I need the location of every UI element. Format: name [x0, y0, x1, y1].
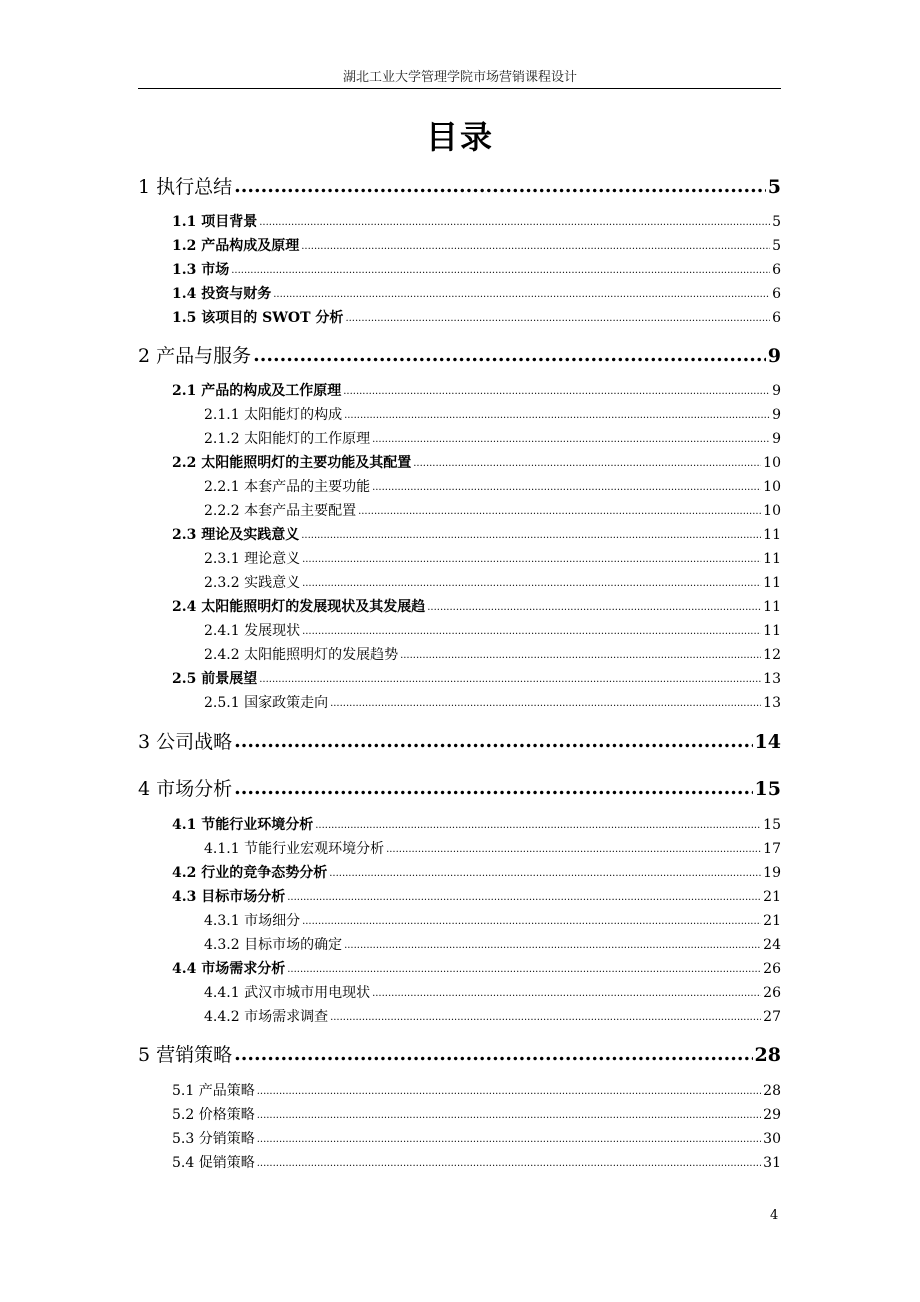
toc-label: 5.3 分销策略: [172, 1131, 255, 1147]
toc-entry-4-3[interactable]: [172, 886, 781, 904]
toc-entry-3[interactable]: [138, 727, 781, 751]
toc-entry-4-4-1[interactable]: [204, 982, 781, 1000]
toc-leader: [315, 820, 761, 831]
toc-page: 21: [763, 913, 781, 929]
toc-leader: [287, 892, 761, 903]
toc-label: 1.5 该项目的 SWOT 分析: [172, 310, 344, 326]
toc-entry-4-4[interactable]: [172, 958, 781, 976]
toc-entry-1-4[interactable]: [172, 283, 781, 301]
toc-entry-2-4-2[interactable]: [204, 644, 781, 662]
toc-page: 11: [763, 527, 781, 543]
toc-entry-2[interactable]: [138, 341, 781, 365]
toc-entry-2-5[interactable]: [172, 668, 781, 686]
toc-page: 6: [772, 262, 781, 278]
toc-page: 11: [763, 551, 781, 567]
toc-label: 2.3.1 理论意义: [204, 551, 301, 567]
toc-page: 14: [754, 731, 781, 753]
toc-entry-2-5-1[interactable]: [204, 692, 781, 710]
toc-leader: [344, 410, 770, 421]
toc-leader: [234, 730, 752, 752]
toc-entry-2-1-1[interactable]: [204, 404, 781, 422]
toc-entry-5-1[interactable]: [172, 1080, 781, 1098]
toc-page: 6: [772, 286, 781, 302]
toc-label: 2.5 前景展望: [172, 671, 258, 687]
toc-label: 2.2 太阳能照明灯的主要功能及其配置: [172, 455, 412, 471]
toc-entry-4-2[interactable]: [172, 862, 781, 880]
toc-leader: [231, 265, 770, 276]
toc-page: 10: [763, 503, 781, 519]
toc-page: 10: [763, 479, 781, 495]
toc-page: 27: [763, 1009, 781, 1025]
toc-leader: [287, 964, 761, 975]
toc-page: 5: [772, 214, 781, 230]
toc-entry-5[interactable]: [138, 1040, 781, 1064]
toc-label: 4.1 节能行业环境分析: [172, 817, 314, 833]
toc-page: 28: [763, 1083, 781, 1099]
toc-leader: [344, 940, 761, 951]
toc-label: 2.3.2 实践意义: [204, 575, 301, 591]
toc-entry-1[interactable]: [138, 172, 781, 196]
toc-label: 2 产品与服务: [138, 345, 252, 367]
toc-page: 9: [772, 407, 781, 423]
toc-leader: [234, 175, 766, 197]
toc-label: 4.2 行业的竞争态势分析: [172, 865, 328, 881]
toc-leader: [358, 506, 761, 517]
toc-leader: [386, 844, 761, 855]
toc-leader: [302, 578, 761, 589]
toc-label: 1 执行总结: [138, 176, 233, 198]
toc-label: 1.2 产品构成及原理: [172, 238, 300, 254]
page-title: 目录: [425, 118, 494, 156]
toc-label: 4.3 目标市场分析: [172, 889, 286, 905]
toc-label: 4.1.1 节能行业宏观环境分析: [204, 841, 385, 857]
toc-entry-2-3-2[interactable]: [204, 572, 781, 590]
toc-label: 2.4 太阳能照明灯的发展现状及其发展趋: [172, 599, 426, 615]
toc-entry-2-1[interactable]: [172, 380, 781, 398]
toc-label: 5.2 价格策略: [172, 1107, 255, 1123]
toc-leader: [343, 386, 770, 397]
toc-entry-1-1[interactable]: [172, 211, 781, 229]
toc-entry-2-1-2[interactable]: [204, 428, 781, 446]
toc-page: 13: [763, 695, 781, 711]
toc-page: 29: [763, 1107, 781, 1123]
toc-entry-1-5[interactable]: [172, 307, 781, 325]
toc-page: 13: [763, 671, 781, 687]
toc-entry-1-3[interactable]: [172, 259, 781, 277]
toc-leader: [259, 217, 770, 228]
running-header: 湖北工业大学管理学院市场营销课程设计: [342, 70, 577, 85]
toc-page: 11: [763, 575, 781, 591]
toc-label: 3 公司战略: [138, 731, 233, 753]
toc-label: 2.2.2 本套产品主要配置: [204, 503, 357, 519]
toc-leader: [302, 554, 761, 565]
toc-label: 2.5.1 国家政策走向: [204, 695, 329, 711]
toc-entry-5-3[interactable]: [172, 1128, 781, 1146]
toc-label: 5 营销策略: [138, 1044, 233, 1066]
toc-leader: [345, 313, 770, 324]
toc-label: 4.3.1 市场细分: [204, 913, 301, 929]
toc-leader: [257, 1158, 761, 1169]
toc-label: 4.4.2 市场需求调查: [204, 1009, 329, 1025]
toc-leader: [273, 289, 770, 300]
toc-entry-2-3[interactable]: [172, 524, 781, 542]
toc-page: 11: [763, 599, 781, 615]
toc-leader: [330, 698, 761, 709]
toc-page: 15: [754, 778, 781, 800]
toc-label: 1.4 投资与财务: [172, 286, 272, 302]
toc-page: 30: [763, 1131, 781, 1147]
toc-entry-5-4[interactable]: [172, 1152, 781, 1170]
toc-leader: [301, 530, 761, 541]
toc-entry-4-3-2[interactable]: [204, 934, 781, 952]
toc-leader: [372, 482, 761, 493]
toc-label: 2.1.1 太阳能灯的构成: [204, 407, 343, 423]
toc-page: 10: [763, 455, 781, 471]
toc-entry-4-1-1[interactable]: [204, 838, 781, 856]
toc-leader: [400, 650, 761, 661]
toc-label: 5.1 产品策略: [172, 1083, 255, 1099]
toc-leader: [302, 626, 761, 637]
toc-entry-4-4-2[interactable]: [204, 1006, 781, 1024]
toc-label: 4 市场分析: [138, 778, 233, 800]
toc-page: 26: [763, 985, 781, 1001]
toc-entry-2-2-1[interactable]: [204, 476, 781, 494]
toc-page: 9: [772, 431, 781, 447]
toc-page: 9: [767, 345, 781, 367]
toc-leader: [302, 916, 761, 927]
toc-entry-2-4-1[interactable]: [204, 620, 781, 638]
toc-label: 2.1.2 太阳能灯的工作原理: [204, 431, 371, 447]
toc-label: 2.4.2 太阳能照明灯的发展趋势: [204, 647, 399, 663]
toc-page: 24: [763, 937, 781, 953]
toc-page: 5: [767, 176, 781, 198]
toc-page: 26: [763, 961, 781, 977]
toc-leader: [427, 602, 761, 613]
toc-page: 28: [754, 1044, 781, 1066]
toc-leader: [413, 458, 761, 469]
toc-leader: [329, 868, 761, 879]
toc-page: 15: [763, 817, 781, 833]
toc-entry-4-3-1[interactable]: [204, 910, 781, 928]
toc-leader: [257, 1134, 761, 1145]
toc-page: 17: [763, 841, 781, 857]
toc-page: 21: [763, 889, 781, 905]
toc-label: 5.4 促销策略: [172, 1155, 255, 1171]
toc-leader: [257, 1086, 761, 1097]
toc-page: 12: [763, 647, 781, 663]
toc-entry-2-2-2[interactable]: [204, 500, 781, 518]
toc-page: 9: [772, 383, 781, 399]
toc-label: 2.2.1 本套产品的主要功能: [204, 479, 371, 495]
toc-leader: [330, 1012, 761, 1023]
toc-leader: [257, 1110, 761, 1121]
toc-label: 1.3 市场: [172, 262, 230, 278]
toc-leader: [372, 434, 770, 445]
toc-entry-4-1[interactable]: [172, 814, 781, 832]
toc-leader: [234, 777, 752, 799]
toc-entry-4[interactable]: [138, 774, 781, 798]
toc-entry-2-2[interactable]: [172, 452, 781, 470]
page-number: 4: [770, 1208, 779, 1223]
toc-label: 2.1 产品的构成及工作原理: [172, 383, 342, 399]
toc-entry-5-2[interactable]: [172, 1104, 781, 1122]
toc-leader: [301, 241, 770, 252]
toc-label: 4.4 市场需求分析: [172, 961, 286, 977]
toc-label: 1.1 项目背景: [172, 214, 258, 230]
toc-leader: [259, 674, 761, 685]
toc-page: 11: [763, 623, 781, 639]
toc-page: 19: [763, 865, 781, 881]
toc-page: 5: [772, 238, 781, 254]
toc-entry-1-2[interactable]: [172, 235, 781, 253]
toc-label: 4.3.2 目标市场的确定: [204, 937, 343, 953]
toc-page: 6: [772, 310, 781, 326]
toc-label: 2.3 理论及实践意义: [172, 527, 300, 543]
toc-leader: [253, 344, 766, 366]
toc-label: 2.4.1 发展现状: [204, 623, 301, 639]
toc-leader: [234, 1043, 752, 1065]
toc-page: 31: [763, 1155, 781, 1171]
toc-leader: [372, 988, 761, 999]
toc-entry-2-4[interactable]: [172, 596, 781, 614]
toc-label: 4.4.1 武汉市城市用电现状: [204, 985, 371, 1001]
toc-entry-2-3-1[interactable]: [204, 548, 781, 566]
